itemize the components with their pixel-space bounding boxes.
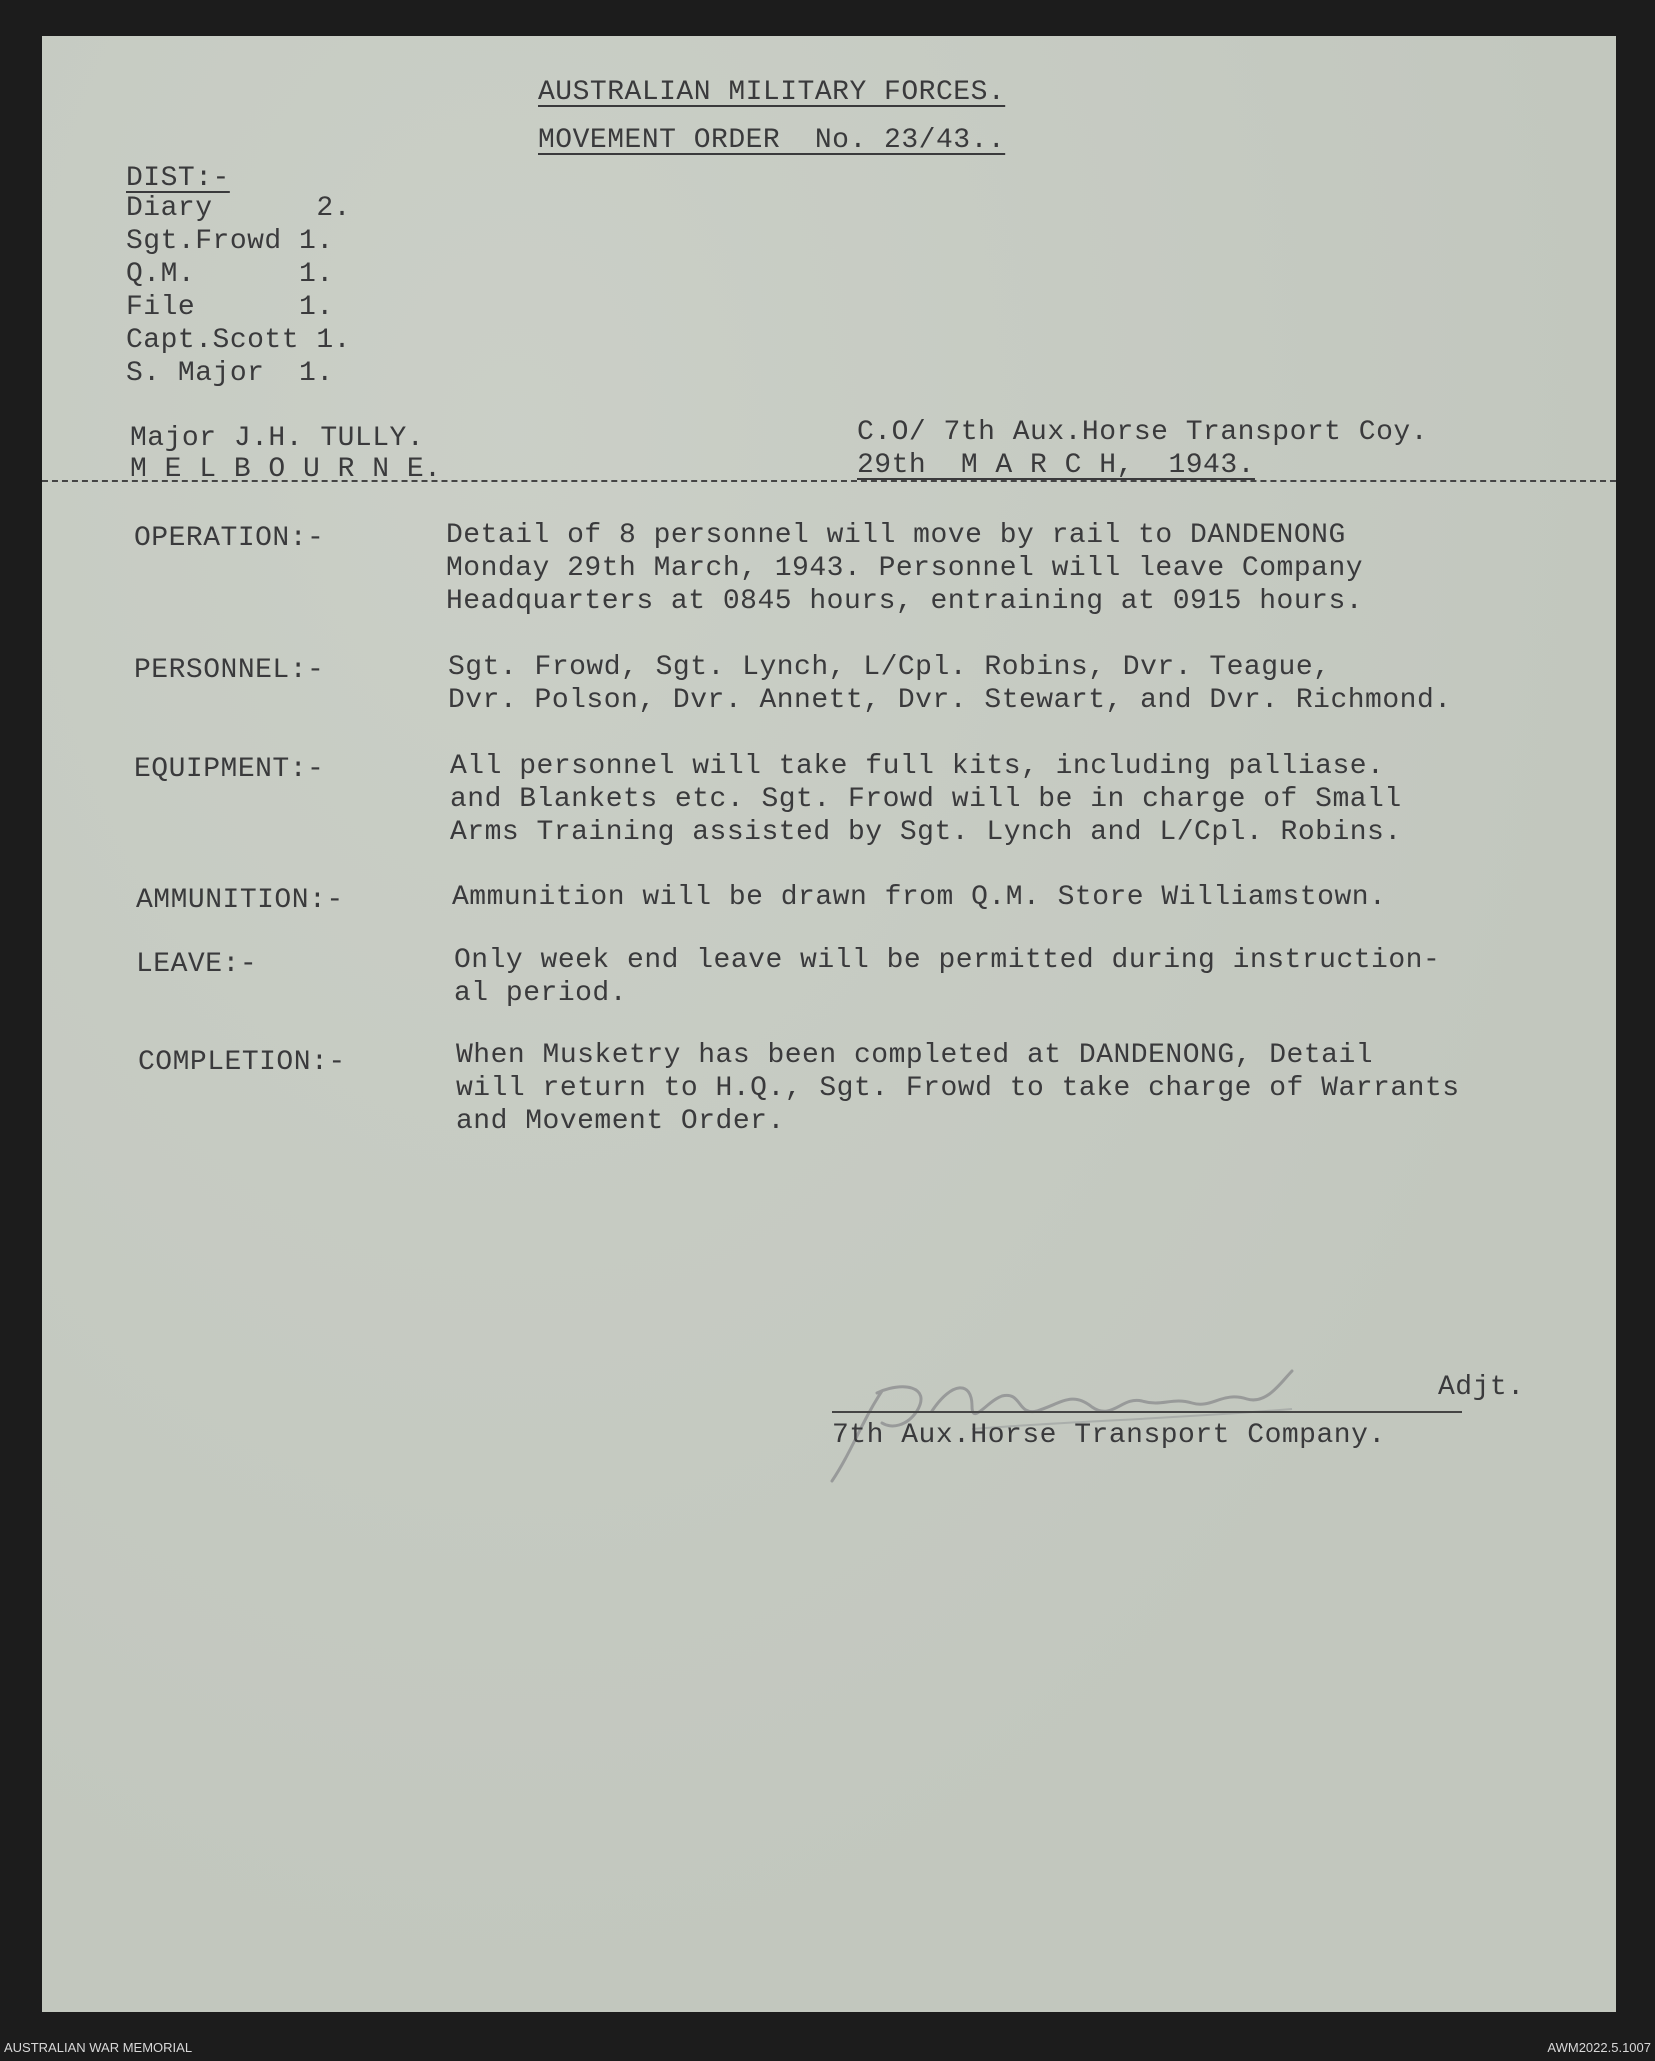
document-title: AUSTRALIAN MILITARY FORCES.: [538, 77, 1006, 108]
section-line: Monday 29th March, 1943. Personnel will leave Company: [446, 553, 1364, 584]
section-label: EQUIPMENT:-: [134, 754, 325, 785]
order-date: 29th M A R C H, 1943.: [857, 450, 1255, 481]
distribution-row: Sgt.Frowd 1.: [126, 226, 334, 257]
distribution-row: S. Major 1.: [126, 358, 334, 389]
section-line: When Musketry has been completed at DANDENONG, Detail: [456, 1040, 1374, 1071]
section-line: al period.: [454, 978, 628, 1009]
section-line: and Movement Order.: [456, 1106, 785, 1137]
addressee-place: M E L B O U R N E.: [130, 454, 442, 485]
signatory-unit: 7th Aux.Horse Transport Company.: [832, 1420, 1386, 1451]
signature-line: [832, 1411, 1462, 1413]
header-divider: [42, 480, 1616, 482]
section-line: Detail of 8 personnel will move by rail to DANDENONG: [446, 520, 1346, 551]
distribution-row: Diary 2.: [126, 193, 351, 224]
section-label: PERSONNEL:-: [134, 655, 325, 686]
addressee-name: Major J.H. TULLY.: [130, 423, 425, 454]
distribution-heading: DIST:-: [126, 163, 230, 194]
distribution-row: Q.M. 1.: [126, 259, 334, 290]
handwritten-signature: [822, 1341, 1462, 1491]
section-line: Dvr. Polson, Dvr. Annett, Dvr. Stewart, and Dvr. Richmond.: [448, 685, 1452, 716]
section-line: Only week end leave will be permitted during instruction-: [454, 945, 1441, 976]
movement-order-number: MOVEMENT ORDER No. 23/43..: [538, 125, 1006, 156]
section-label: LEAVE:-: [136, 949, 258, 980]
section-line: Arms Training assisted by Sgt. Lynch and L/Cpl. Robins.: [450, 817, 1402, 848]
section-label: OPERATION:-: [134, 523, 325, 554]
section-line: Headquarters at 0845 hours, entraining at 0915 hours.: [446, 586, 1364, 617]
section-line: All personnel will take full kits, including palliase.: [450, 751, 1385, 782]
section-line: and Blankets etc. Sgt. Frowd will be in charge of Small: [450, 784, 1402, 815]
distribution-row: File 1.: [126, 292, 334, 323]
archive-credit: AUSTRALIAN WAR MEMORIAL: [4, 2040, 193, 2055]
document-page: [42, 36, 1616, 2012]
section-line: Ammunition will be drawn from Q.M. Store Williamstown.: [452, 882, 1387, 913]
section-line: will return to H.Q., Sgt. Frowd to take charge of Warrants: [456, 1073, 1460, 1104]
signatory-title: Adjt.: [1438, 1372, 1525, 1403]
section-label: AMMUNITION:-: [136, 885, 344, 916]
sender-unit: C.O/ 7th Aux.Horse Transport Coy.: [857, 417, 1428, 448]
distribution-row: Capt.Scott 1.: [126, 325, 351, 356]
archive-reference: AWM2022.5.1007: [1547, 2040, 1651, 2055]
section-line: Sgt. Frowd, Sgt. Lynch, L/Cpl. Robins, Dvr. Teague,: [448, 652, 1331, 683]
section-label: COMPLETION:-: [138, 1047, 346, 1078]
